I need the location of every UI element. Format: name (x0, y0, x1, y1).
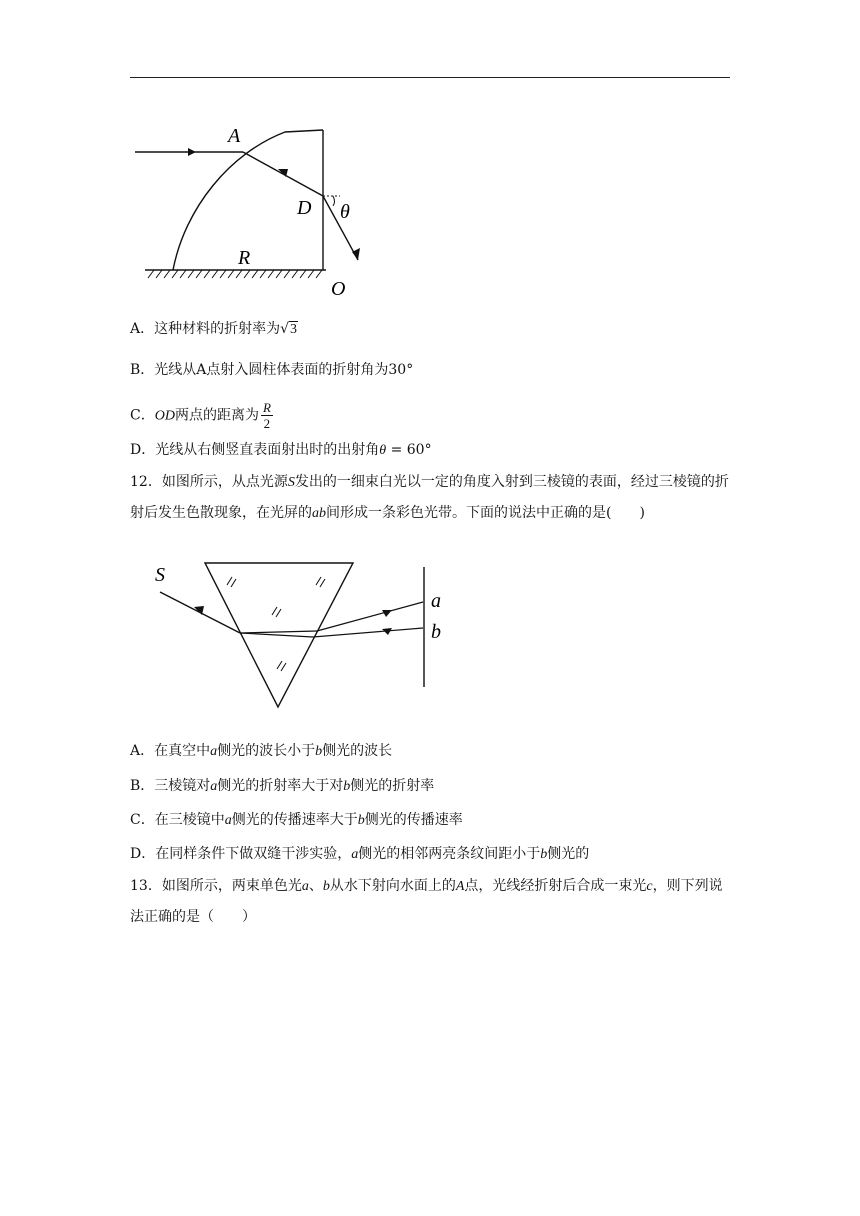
label-S: S (155, 564, 165, 586)
q12-stem: 12．如图所示，从点光源S发出的一细束白光以一定的角度入射到三棱镜的表面，经过三棱镜的折射后发生色散现象，在光屏的ab间形成一条彩色光带。下面的说法中正确的是( ) (130, 474, 729, 521)
q11-option-a: A．这种材料的折射率为√3 (130, 319, 298, 340)
q11-option-c: C．OD两点的距离为 $\frac{R}{2}$ (130, 400, 271, 431)
q11-option-b: B．光线从A点射入圆柱体表面的折射角为30° (130, 362, 414, 378)
label-R: R (238, 247, 251, 269)
q11-option-d: D．光线从右侧竖直表面射出时的出射角θ = 60° (130, 442, 432, 458)
q12-option-d: D．在同样条件下做双缝干涉实验，a侧光的相邻两亮条纹间距小于b侧光的 (130, 846, 590, 862)
label-b: b (431, 621, 441, 643)
fraction-r-over-2: $\frac{R}{2}$ (262, 400, 271, 431)
q12-option-c: C．在三棱镜中a侧光的传播速率大于b侧光的传播速率 (130, 812, 463, 828)
header-rule (130, 77, 730, 78)
q12-option-a: A．在真空中a侧光的波长小于b侧光的波长 (130, 743, 393, 759)
label-O: O (331, 278, 346, 300)
label-theta: θ (340, 201, 350, 223)
label-D: D (297, 197, 312, 219)
sqrt-symbol: √3 (280, 321, 298, 337)
q12-option-b: B．三棱镜对a侧光的折射率大于对b侧光的折射率 (130, 778, 435, 794)
label-A: A (228, 125, 241, 147)
figure-quarter-cylinder (130, 118, 370, 303)
q13-stem: 13．如图所示，两束单色光a、b从水下射向水面上的A点，光线经折射后合成一束光c，则下列说法正确的是（ ） (130, 878, 723, 925)
label-a: a (431, 590, 441, 612)
figure-prism (150, 555, 460, 715)
